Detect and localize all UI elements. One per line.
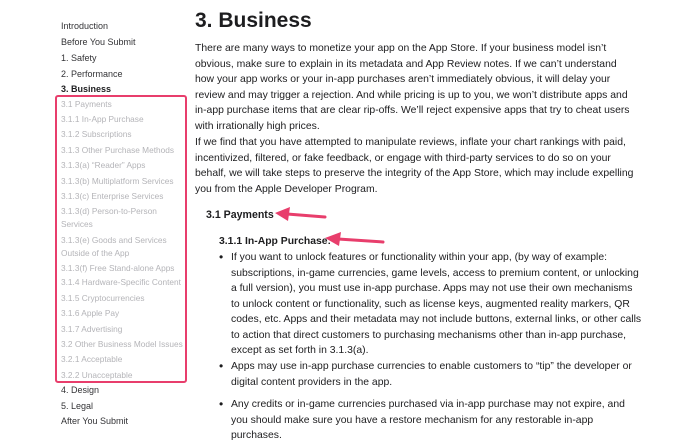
nav-sub-item[interactable]: 3.2 Other Business Model Issues	[61, 339, 183, 349]
nav-sub-item[interactable]: 3.1.5 Cryptocurrencies	[61, 293, 145, 303]
nav-legal[interactable]: 5. Legal	[61, 401, 94, 411]
bullet-item: If you want to unlock features or functionality within your app, (by way of example: subscriptions, in-game currencies, game levels, access to premium content, or unlocking a full version), you must use in-app purchase. Apps may not use their own mechanisms to unlock content or functionality, such as license keys, augmented reality markers, QR codes, etc. Apps and their metadata may not include buttons, external links, or other calls to action that direct customers to purchasing mechanisms other than in-app purchase, except as set forth in 3.1.3(a).	[231, 252, 642, 356]
intro-paragraph: There are many ways to monetize your app on the App Store. If your business model isn’t obvious, make sure to explain in its metadata and App Review notes. If we can’t understand how your app works or your in-app purchases aren’t immediately obvious, it will delay your review and may trigger a rejection. And while pricing is up to you, we won’t distribute apps and in-app purchase items that are clear rip-offs. We’ll reject expensive apps that try to cheat users with irrationally high prices.	[195, 43, 630, 132]
nav-sub-item[interactable]: 3.1.1 In-App Purchase	[61, 114, 144, 124]
nav-sub-item[interactable]: 3.1.7 Advertising	[61, 324, 123, 334]
nav-sub-item[interactable]: 3.1.4 Hardware-Specific Content	[61, 277, 181, 287]
bullet-marker: •	[219, 397, 224, 411]
nav-safety[interactable]: 1. Safety	[61, 53, 97, 63]
nav-sub-item[interactable]: 3.1.3(f) Free Stand-alone Apps	[61, 263, 175, 273]
nav-sub-item[interactable]: 3.2.2 Unacceptable	[61, 370, 133, 380]
nav-sub-item[interactable]: 3.1.3(b) Multiplatform Services	[61, 176, 174, 186]
annotation-arrow-icon	[273, 205, 329, 225]
page-title: 3. Business	[195, 9, 312, 32]
main-content	[195, 0, 700, 445]
bullet-marker: •	[219, 359, 224, 373]
nav-sub-item[interactable]: 3.2.1 Acceptable	[61, 354, 123, 364]
bullet-item: Apps may use in-app purchase currencies to enable customers to “tip” the developer or digital content providers in the app.	[231, 361, 632, 388]
nav-sub-item[interactable]: 3.1.3(c) Enterprise Services	[61, 191, 164, 201]
nav-sub-item[interactable]: 3.1.3(e) Goods and Services Outside of the App	[61, 235, 167, 258]
nav-sub-item[interactable]: 3.1.6 Apple Pay	[61, 308, 120, 318]
nav-before-you-submit[interactable]: Before You Submit	[61, 37, 136, 47]
nav-sub-item[interactable]: 3.1.2 Subscriptions	[61, 129, 132, 139]
bullet-marker: •	[219, 250, 224, 264]
nav-sub-item[interactable]: 3.1.3(d) Person-to-Person Services	[61, 206, 157, 229]
bullet-item: Any credits or in-game currencies purchased via in-app purchase may not expire, and you should make sure you have a restore mechanism for any restorable in-app purchases.	[231, 399, 625, 441]
nav-design[interactable]: 4. Design	[61, 385, 100, 395]
nav-performance[interactable]: 2. Performance	[61, 69, 123, 79]
nav-introduction[interactable]: Introduction	[61, 21, 109, 31]
nav-sub-item[interactable]: 3.1.3 Other Purchase Methods	[61, 145, 174, 155]
section-heading-payments: 3.1 Payments	[206, 209, 274, 221]
sidebar-nav	[0, 0, 190, 445]
nav-sub-item[interactable]: 3.1 Payments	[61, 99, 112, 109]
nav-after-you-submit[interactable]: After You Submit	[61, 416, 129, 426]
subsection-heading-in-app-purchase: 3.1.1 In-App Purchase:	[219, 236, 332, 247]
nav-sub-item[interactable]: 3.1.3(a) “Reader” Apps	[61, 160, 146, 170]
manipulation-paragraph: If we find that you have attempted to manipulate reviews, inflate your chart rankings with paid, incentivized, filtered, or fake feedback, or engage with third-party services to do so on your behalf, we will take steps to preserve the integrity of the App Store, which may include expelling you from the Apple Developer Program.	[195, 137, 634, 195]
nav-business[interactable]: 3. Business	[61, 84, 112, 94]
annotation-arrow-icon	[323, 230, 387, 250]
